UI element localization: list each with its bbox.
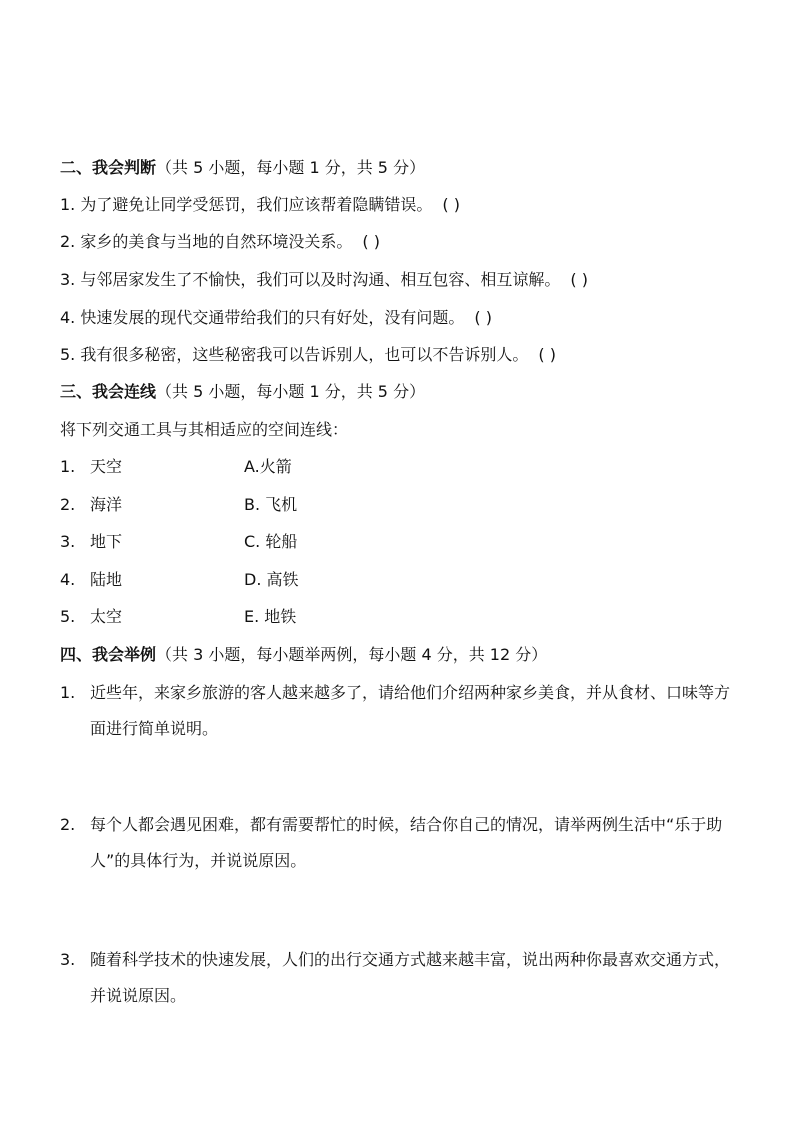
section3-title: 三、我会连线 (60, 382, 157, 401)
judgment-item-1-text: 1. 为了避免让同学受惩罚，我们应该帮着隐瞒错误。 (60, 195, 433, 214)
judgment-item-2-text: 2. 家乡的美食与当地的自然环境没关系。 (60, 232, 353, 251)
match-left-item-3[interactable]: 地下 (90, 532, 123, 551)
judgment-item-5 (60, 345, 556, 365)
example-question-3-text: 随着科学技术的快速发展，人们的出行交通方式越来越丰富，说出两种你最喜欢交通方式，并说说原因。 (90, 950, 731, 1005)
section2-heading (60, 158, 425, 178)
judgment-item-5-text: 5. 我有很多秘密，这些秘密我可以告诉别人，也可以不告诉别人。 (60, 345, 529, 364)
judgment-item-3 (60, 270, 588, 290)
match-right-item-c[interactable]: C. 轮船 (244, 532, 298, 551)
match-left-item-5[interactable]: 太空 (90, 607, 123, 626)
match-left-num-5: 5. (60, 607, 76, 626)
section3-heading (60, 382, 425, 402)
match-left-item-2[interactable]: 海洋 (90, 495, 123, 514)
match-left-num-4: 4. (60, 570, 76, 589)
match-left-num-1: 1. (60, 457, 76, 476)
judgment-item-2-answer-blank[interactable]: ( ) (362, 232, 380, 251)
judgment-item-1 (60, 195, 460, 215)
section2-title: 二、我会判断 (60, 158, 157, 177)
section3-instruction: 将下列交通工具与其相适应的空间连线： (60, 420, 349, 439)
example-question-1-number: 1. (60, 683, 76, 702)
match-right-item-e[interactable]: E. 地铁 (244, 607, 297, 626)
judgment-item-4-answer-blank[interactable]: ( ) (474, 308, 492, 327)
example-question-2-number: 2. (60, 815, 76, 834)
judgment-item-3-text: 3. 与邻居家发生了不愉快，我们可以及时沟通、相互包容、相互谅解。 (60, 270, 561, 289)
example-question-2-text: 每个人都会遇见困难，都有需要帮忙的时候，结合你自己的情况，请举两例生活中“乐于助人”的具体行为，并说说原因。 (90, 815, 723, 870)
section4-heading (60, 645, 547, 665)
section4-note: （共 3 小题，每小题举两例，每小题 4 分，共 12 分） (156, 645, 548, 664)
judgment-item-4-text: 4. 快速发展的现代交通带给我们的只有好处，没有问题。 (60, 308, 465, 327)
example-question-3-number: 3. (60, 950, 76, 969)
match-left-num-3: 3. (60, 532, 76, 551)
match-right-item-d[interactable]: D. 高铁 (244, 570, 299, 589)
judgment-item-5-answer-blank[interactable]: ( ) (538, 345, 556, 364)
match-left-num-2: 2. (60, 495, 76, 514)
match-left-item-1[interactable]: 天空 (90, 457, 123, 476)
section3-note: （共 5 小题，每小题 1 分，共 5 分） (156, 382, 426, 401)
judgment-item-1-answer-blank[interactable]: ( ) (442, 195, 460, 214)
section2-note: （共 5 小题，每小题 1 分，共 5 分） (156, 158, 426, 177)
match-right-item-a[interactable]: A.火箭 (244, 457, 292, 476)
example-question-1-text: 近些年，来家乡旅游的客人越来越多了，请给他们介绍两种家乡美食，并从食材、口味等方面进行简单说明。 (90, 683, 731, 738)
judgment-item-3-answer-blank[interactable]: ( ) (570, 270, 588, 289)
match-left-item-4[interactable]: 陆地 (90, 570, 123, 589)
match-right-item-b[interactable]: B. 飞机 (244, 495, 298, 514)
section4-title: 四、我会举例 (60, 645, 157, 664)
judgment-item-2 (60, 232, 380, 252)
judgment-item-4 (60, 308, 492, 328)
